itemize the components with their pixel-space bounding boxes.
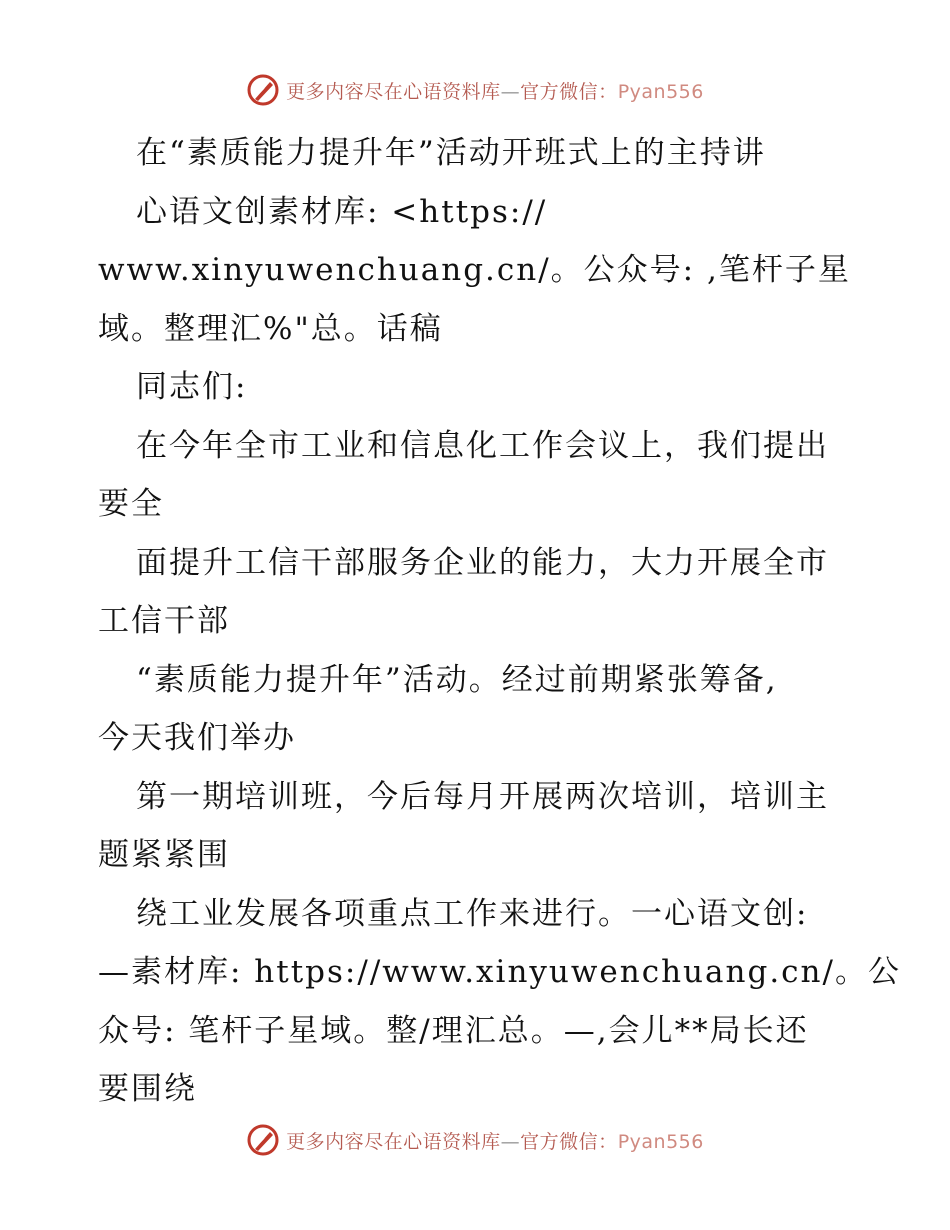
- text-line: —素材库: https://www.xinyuwenchuang.cn/。公: [98, 954, 901, 990]
- text-line: 域。整理汇%"总。话稿: [98, 310, 443, 347]
- text-line: 题紧紧围: [98, 837, 230, 873]
- text-line: 要全: [98, 486, 164, 522]
- banner-main-text: 更多内容尽在心语资料库: [286, 1130, 501, 1153]
- text-line: 绕工业发展各项重点工作来进行。一心语文创:: [136, 895, 809, 932]
- header-banner: [0, 70, 950, 110]
- banner-label: [286, 77, 704, 104]
- text-line: 众号: 笔杆子星域。整/理汇总。—,会儿**局长还: [98, 1012, 809, 1049]
- banner-wechat-id: Pyan556: [617, 80, 704, 103]
- quill-logo-icon: [246, 1123, 280, 1157]
- text-line: 面提升工信干部服务企业的能力，大力开展全市: [136, 544, 829, 581]
- text-line: 工信干部: [98, 603, 230, 639]
- text-line: 心语文创素材库: <https://: [136, 193, 548, 230]
- banner-suffix: 官方微信：: [520, 1130, 618, 1153]
- footer-banner: [0, 1120, 950, 1160]
- banner-dash: —: [500, 80, 521, 103]
- quill-logo-icon: [246, 73, 280, 107]
- document-body: [98, 124, 901, 1119]
- text-line: 今天我们举办: [98, 720, 296, 756]
- banner-dash: —: [500, 1130, 521, 1153]
- banner-wechat-id: Pyan556: [617, 1130, 704, 1153]
- banner-main-text: 更多内容尽在心语资料库: [286, 80, 501, 103]
- banner-label: [286, 1127, 704, 1154]
- text-line: 在今年全市工业和信息化工作会议上，我们提出: [136, 427, 829, 464]
- banner-suffix: 官方微信：: [520, 80, 618, 103]
- text-line: 在“素质能力提升年”活动开班式上的主持讲: [136, 135, 766, 171]
- text-line: “素质能力提升年”活动。经过前期紧张筹备,: [136, 661, 778, 698]
- text-line: 要围绕: [98, 1071, 197, 1107]
- text-line: 同志们:: [136, 369, 248, 405]
- text-line: 第一期培训班，今后每月开展两次培训，培训主: [136, 778, 829, 815]
- text-line: www.xinyuwenchuang.cn/。公众号: ,笔杆子星: [98, 252, 851, 288]
